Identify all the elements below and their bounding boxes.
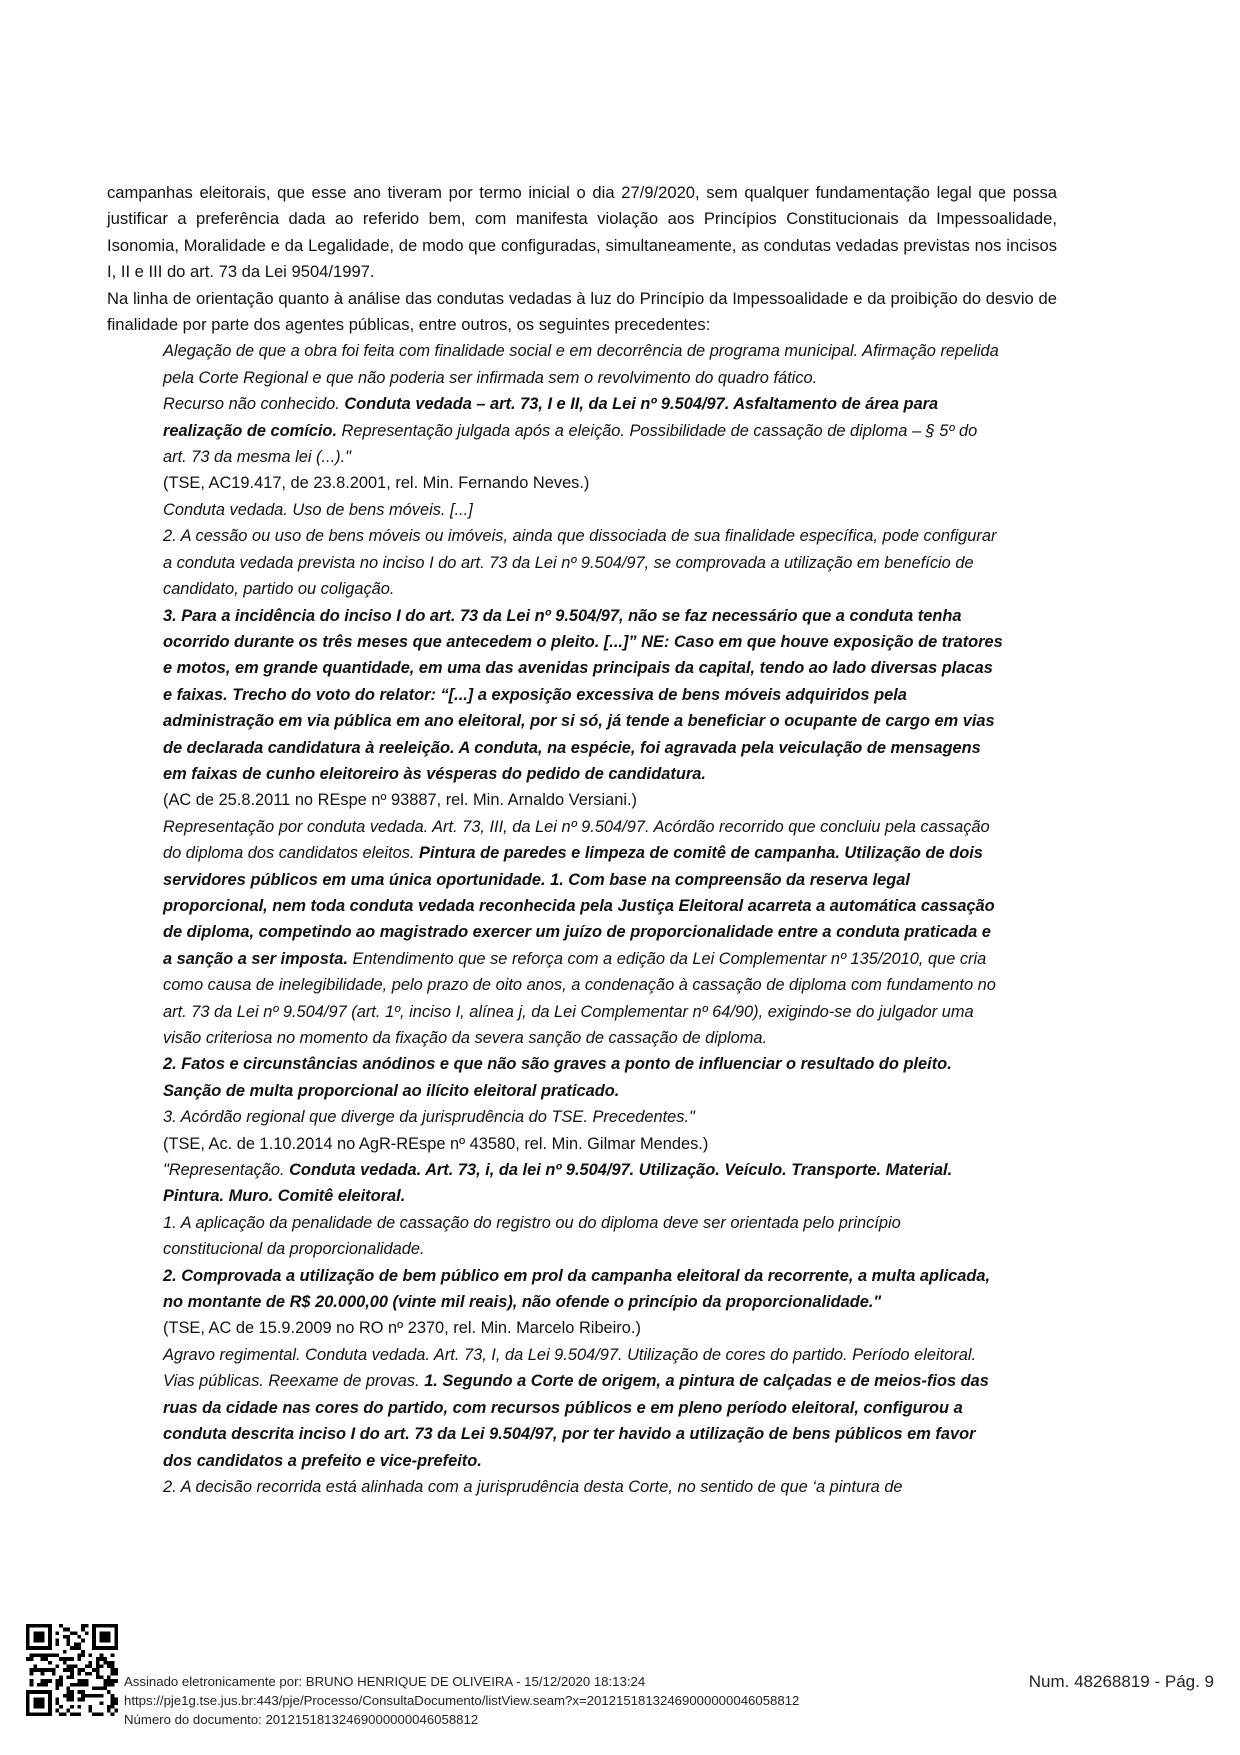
text-segment: Alegação de que a obra foi feita com finalidade social e em decorrência de programa municipal. Afirmação repelida pela Corte Regional e que não poderia ser infirmada sem o revolvimento do quadro fático. (163, 342, 999, 387)
bold-segment: 1. Segundo a Corte de origem, a pintura de calçadas e de meios-fios das ruas da cidade nas cores do partido, com recursos públicos e em pleno período eleitoral, configurou a conduta descrita inciso I do art. 73 da Lei 9.504/97, por ter havido a utilização de bens públicos em favor dos candidatos a prefeito e vice-prefeito. (163, 1372, 989, 1470)
bold-segment: Pintura de paredes e limpeza de comitê de campanha. Utilização de dois servidores públicos em uma única oportunidade. 1. Com base na compreensão da reserva legal proporcional, nem toda conduta vedada reconhecida pela Justiça Eleitoral acarreta a automática cassação de diploma, competindo ao magistrado exercer um juízo de proporcionalidade entre a conduta praticada e a sanção a ser imposta. (163, 844, 995, 968)
text-segment: Entendimento que se reforça com a edição da Lei Complementar nº 135/2010, que cria como causa de inelegibilidade, pelo prazo de oito anos, a condenação à cassação de diploma com fundamento no art. 73 da Lei nº 9.504/97 (art. 1º, inciso I, alínea j, da Lei Complementar nº 64/90), exigindo-se do julgador uma visão criteriosa no momento da fixação da severa sanção de cassação de diploma. (163, 949, 996, 1047)
text-segment: (TSE, AC19.417, de 23.8.2001, rel. Min. Fernando Neves.) (163, 474, 590, 493)
bold-segment: 2. Fatos e circunstâncias anódinos e que não são graves a ponto de influenciar o resultado do pleito. Sanção de multa proporcional ao ilícito eleitoral praticado. (163, 1055, 952, 1100)
quote-paragraph (163, 338, 1003, 391)
bold-segment: Conduta vedada. Art. 73, i, da lei nº 9.504/97. Utilização. Veículo. Transporte. Material. Pintura. Muro. Comitê eleitoral. (163, 1161, 953, 1206)
quote-paragraph (163, 1157, 1003, 1210)
quote-paragraph (163, 1051, 1003, 1104)
quote-paragraph (163, 1263, 1003, 1316)
signed-by-text: Assinado eletronicamente por: BRUNO HENRIQUE DE OLIVEIRA - 15/12/2020 18:13:24 (124, 1674, 646, 1689)
text-segment: 1. A aplicação da penalidade de cassação do registro ou do diploma deve ser orientada pelo princípio constitucional da proporcionalidade. (163, 1213, 901, 1259)
quote-paragraph (163, 603, 1003, 788)
text-segment: (AC de 25.8.2011 no REspe nº 93887, rel. Min. Arnaldo Versiani.) (163, 791, 638, 810)
body-paragraph-1: campanhas eleitorais, que esse ano tiveram por termo inicial o dia 27/9/2020, sem qualquer fundamentação legal que possa justificar a preferência dada ao referido bem, com manifesta violação aos Princípios Constitucionais da Impessoalidade, Isonomia, Moralidade e da Legalidade, de modo que configuradas, simultaneamente, as condutas vedadas previstas nos incisos I, II e III do art. 73 da Lei 9504/1997. (107, 183, 1057, 282)
bold-segment: 3. Para a incidência do inciso I do art. 73 da Lei nº 9.504/97, não se faz necessário que a conduta tenha ocorrido durante os três meses que antecedem o pleito. [...]” NE: Caso em que houve exposição de tratores e motos, em grande quantidade, em uma das avenidas principais da capital, tendo ao lado diversas placas e faixas. Trecho do voto do relator: “[...] a exposição excessiva de bens móveis adquiridos pela administração em via pública em ano eleitoral, por si só, já tende a beneficiar o ocupante de cargo em vias de declarada candidatura à reeleição. A conduta, na espécie, foi agravada pela veiculação de mensagens em faixas de cunho eleitoreiro às vésperas do pedido de candidatura. (163, 606, 1003, 783)
text-segment: Agravo regimental. Conduta vedada. Art. 73, I, da Lei 9.504/97. Utilização de cores do partido. Período eleitoral. Vias públicas. Reexame de provas. (163, 1345, 977, 1391)
bold-segment: 2. Comprovada a utilização de bem público em prol da campanha eleitoral da recorrente, a multa aplicada, no montante de R$ 20.000,00 (vinte mil reais), não ofende o princípio da proporcionalidade." (163, 1266, 991, 1312)
text-segment: 3. Acórdão regional que diverge da jurisprudência do TSE. Precedentes." (163, 1108, 695, 1127)
document-number: Número do documento: 20121518132469000000046058812 (124, 1712, 479, 1727)
text-segment: (TSE, AC de 15.9.2009 no RO nº 2370, rel. Min. Marcelo Ribeiro.) (163, 1319, 641, 1338)
quote-paragraph (163, 497, 1003, 523)
text-segment: Representação julgada após a eleição. Possibilidade de cassação de diploma – § 5º do art. 73 da mesma lei (...)." (163, 421, 978, 467)
quote-paragraph (163, 523, 1003, 602)
quote-paragraph (163, 1342, 1003, 1474)
document-body (107, 180, 1057, 1500)
citation-line (163, 787, 1003, 813)
text-segment: 2. A cessão ou uso de bens móveis ou imóveis, ainda que dissociada de sua finalidade específica, pode configurar a conduta vedada prevista no inciso I do art. 73 da Lei nº 9.504/97, se comprovada a utilização em benefício de candidato, partido ou coligação. (163, 527, 997, 599)
text-segment: Recurso não conhecido. (163, 395, 345, 414)
text-segment: 2. A decisão recorrida está alinhada com a jurisprudência desta Corte, no sentido de que ‘a pintura de (163, 1477, 903, 1496)
citation-line (163, 470, 1003, 496)
quote-paragraph (163, 1474, 1003, 1500)
bold-segment: Conduta vedada – art. 73, I e II, da Lei nº 9.504/97. Asfaltamento de área para realização de comício. (163, 395, 939, 440)
quote-paragraph (163, 391, 1003, 470)
body-paragraph-2: Na linha de orientação quanto à análise das condutas vedadas à luz do Princípio da Impessoalidade e da proibição do desvio de finalidade por parte dos agentes públicas, entre outros, os seguintes precedentes: (107, 288, 1057, 335)
document-url: https://pje1g.tse.jus.br:443/pje/Processo/ConsultaDocumento/listView.seam?x=20121518132469000000046058812 (124, 1693, 800, 1708)
page-number: Num. 48268819 - Pág. 9 (1028, 1672, 1214, 1691)
signature-info (124, 1672, 799, 1729)
quote-paragraph (163, 1104, 1003, 1130)
text-segment: "Representação. (163, 1161, 290, 1180)
quote-paragraph (163, 1210, 1003, 1263)
qr-code-icon (26, 1624, 118, 1716)
text-segment: Conduta vedada. Uso de bens móveis. [...] (163, 500, 473, 519)
quote-paragraph (163, 814, 1003, 1052)
text-segment: (TSE, Ac. de 1.10.2014 no AgR-REspe nº 43580, rel. Min. Gilmar Mendes.) (163, 1134, 709, 1153)
text-segment: Representação por conduta vedada. Art. 73, III, da Lei nº 9.504/97. Acórdão recorrido que concluiu pela cassação do diploma dos candidatos eleitos. (163, 817, 990, 863)
citation-line (163, 1315, 1003, 1341)
citation-line (163, 1131, 1003, 1157)
precedents-quote-block (163, 338, 1003, 1500)
